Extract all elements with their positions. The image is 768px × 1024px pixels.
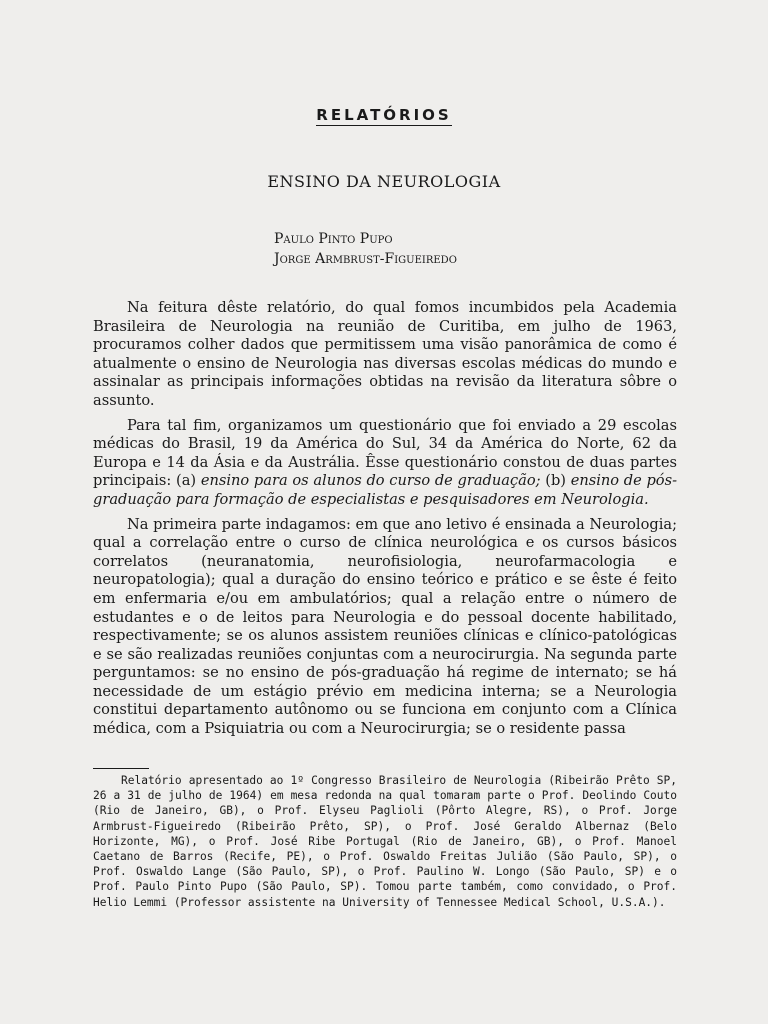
footnote: Relatório apresentado ao 1º Congresso Brasileiro de Neurologia (Ribeirão Prêto SP, 26 a 31 de julho de 1964) em mesa redonda na qual tomaram parte o Prof. Deolindo Couto (Rio de Janeiro, GB), o Prof. Elyseu Paglioli (Pôrto Alegre, RS), o Prof. Jorge Armbrust-Figueiredo (Ribeirão Prêto, SP), o Prof. José Geraldo Albernaz (Belo Horizonte, MG), o Prof. José Ribe Portugal (Rio de Janeiro, GB), o Prof. Manoel Caetano de Barros (Recife, PE), o Prof. Oswaldo Freitas Julião (São Paulo, SP), o Prof. Oswaldo Lange (São Paulo, SP), o Prof. Paulino W. Longo (São Paulo, SP) e o Prof. Paulo Pinto Pupo (São Paulo, SP). Tomou parte também, como convidado, o Prof. Helio Lemmi (Professor assistente na University of Tennessee Medical School, U.S.A.). <box>93 774 677 909</box>
paragraph: Para tal fim, organizamos um questionário que foi enviado a 29 escolas médicas do Brasil, 19 da América do Sul, 34 da América do Norte, 62 da Europa e 14 da Ásia e da Austrália. Êsse questionário constou de duas partes principais: (a) ensino para os alunos do curso de graduação; (b) ensino de pós-graduação para formação de especialistas e pesquisadores em Neurologia. <box>93 416 677 508</box>
body-text <box>93 299 677 745</box>
author-name: Jorge Armbrust-Figueiredo <box>274 251 457 267</box>
author-list <box>274 229 457 269</box>
paragraph: Na feitura dêste relatório, do qual fomos incumbidos pela Academia Brasileira de Neurologia na reunião de Curitiba, em julho de 1963, procuramos colher dados que permitissem uma visão panorâmica de como é atualmente o ensino de Neurologia nas diversas escolas médicas do mundo e assinalar as principais informações obtidas na revisão da literatura sôbre o assunto. <box>93 299 677 409</box>
article-title: ENSINO DA NEUROLOGIA <box>267 172 501 191</box>
italic-text: ensino para os alunos do curso de graduação; <box>200 472 541 490</box>
author-name: Paulo Pinto Pupo <box>274 231 393 247</box>
italic-text: ensino de pós-graduação para formação de especialistas e pesquisadores em Neurologia. <box>93 472 677 508</box>
section-title: RELATÓRIOS <box>316 106 452 124</box>
paragraph: Na primeira parte indagamos: em que ano letivo é ensinada a Neurologia; qual a correlação entre o curso de clínica neurológica e os cursos básicos correlatos (neuranatomia, neurofisiologia, neurofarmacologia e neuropatologia); qual a duração do ensino teórico e prático e se êste é feito em enfermaria e/ou em ambulatórios; qual a relação entre o número de estudantes e o de leitos para Neurologia e do pessoal docente habilitado, respectivamente; se os alunos assistem reuniões clínicas e clínico-patológicas e se são realizadas reuniões conjuntas com a neurocirurgia. Na segunda parte perguntamos: se no ensino de pós-graduação há regime de internato; se há necessidade de um estágio prévio em medicina interna; se a Neurologia constitui departamento autônomo ou se funciona em conjunto com a Clínica médica, com a Psiquiatria ou com a Neurocirurgia; se o residente passa <box>93 515 677 738</box>
footnote-divider <box>93 768 149 769</box>
